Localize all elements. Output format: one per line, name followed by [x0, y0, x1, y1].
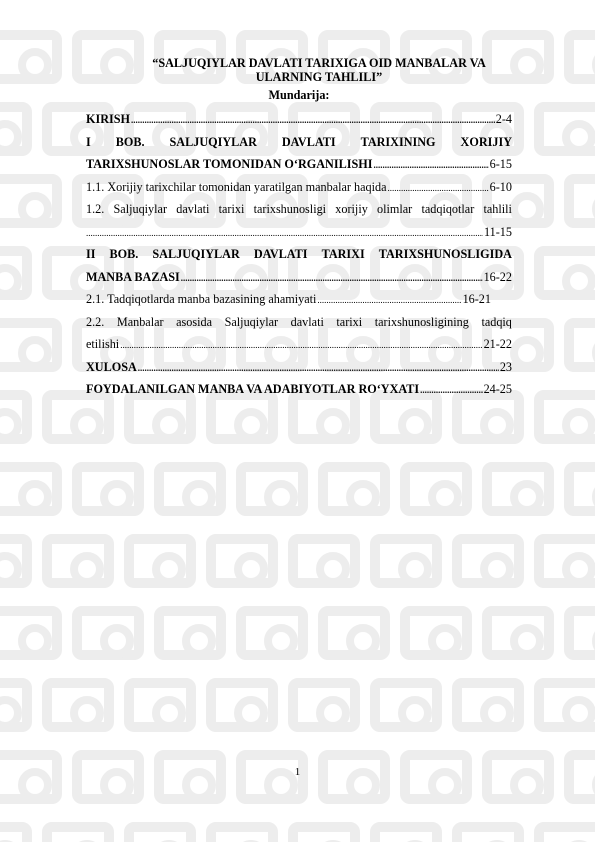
toc-page: 11-15 [484, 224, 512, 239]
toc-word: DAVLATI [253, 247, 308, 261]
toc-page: 23 [499, 359, 512, 374]
watermark-row [0, 678, 595, 732]
toc-page: 6-10 [489, 179, 512, 194]
toc-word: davlati [290, 314, 324, 329]
toc-label: 1.1. Xorijiy tarixchilar tomonidan yaratilgan manbalar haqida [86, 179, 387, 194]
document-page [86, 56, 512, 401]
watermark-tile [564, 30, 595, 84]
toc-page: 16-21 [462, 292, 491, 306]
toc-leader [420, 379, 482, 402]
toc-entry-1-2-line1[interactable] [86, 198, 512, 221]
watermark-tile [288, 678, 360, 732]
toc-label: etilishi [86, 337, 120, 351]
watermark-row [0, 462, 595, 516]
watermark-tile [72, 606, 144, 660]
toc-leader [388, 177, 489, 200]
toc-leader [120, 334, 482, 357]
toc-page: 24-25 [483, 382, 512, 396]
watermark-tile [0, 606, 62, 660]
watermark-tile [452, 678, 524, 732]
toc-word: BOB. [109, 247, 139, 261]
watermark-tile [206, 678, 278, 732]
watermark-tile [154, 606, 226, 660]
toc-label: 2.1. Tadqiqotlarda manba bazasining ahamiyati [86, 292, 317, 306]
toc-word: xorijiy [335, 202, 368, 216]
watermark-tile [452, 822, 524, 842]
table-of-contents [86, 108, 512, 401]
watermark-tile [370, 534, 442, 588]
toc-label: FOYDALANILGAN MANBA VA ADABIYOTLAR RO‘YXATI [86, 382, 420, 396]
watermark-tile [482, 462, 554, 516]
watermark-row [0, 606, 595, 660]
watermark-tile [318, 606, 390, 660]
watermark-tile [124, 822, 196, 842]
toc-entry-2-2-line1[interactable] [86, 311, 512, 334]
watermark-row [0, 822, 595, 842]
toc-label: KIRISH [86, 112, 131, 126]
watermark-tile [482, 606, 554, 660]
toc-word: asosida [176, 314, 213, 329]
toc-label: MANBA BAZASI [86, 269, 180, 284]
toc-word: DAVLATI [281, 134, 336, 149]
watermark-tile [400, 462, 472, 516]
watermark-tile [0, 246, 32, 300]
watermark-tile [0, 174, 62, 228]
watermark-tile [72, 462, 144, 516]
toc-word: TARIXSHUNOSLIGIDA [378, 247, 512, 261]
toc-word: olimlar [377, 202, 413, 216]
toc-word: TARIXI [321, 247, 365, 261]
toc-page: 16-22 [483, 269, 512, 284]
watermark-tile [206, 534, 278, 588]
watermark-tile [564, 318, 595, 372]
watermark-tile [318, 462, 390, 516]
watermark-tile [370, 822, 442, 842]
watermark-tile [452, 534, 524, 588]
toc-page: 2-4 [495, 112, 512, 126]
toc-word: Manbalar [116, 314, 164, 329]
toc-leader [131, 109, 495, 132]
toc-entry-kirish[interactable] [86, 108, 512, 131]
watermark-tile [400, 606, 472, 660]
watermark-tile [0, 462, 62, 516]
toc-word: 1.2. [86, 202, 105, 216]
watermark-tile [534, 390, 595, 444]
watermark-tile [534, 246, 595, 300]
toc-entry-chapter-2-line1[interactable] [86, 243, 512, 266]
watermark-tile [124, 678, 196, 732]
toc-leader [317, 289, 461, 312]
watermark-tile [564, 462, 595, 516]
toc-word: tarixshunosligi [253, 202, 327, 216]
toc-word: tadqiqotlar [421, 202, 475, 216]
watermark-tile [0, 390, 32, 444]
watermark-tile [534, 102, 595, 156]
toc-entry-xulosa[interactable] [86, 356, 512, 379]
watermark-tile [124, 534, 196, 588]
toc-word: SALJUQIYLAR [169, 134, 257, 149]
toc-page: 21-22 [483, 337, 512, 351]
toc-label: XULOSA [86, 359, 137, 374]
toc-word: Saljuqiylar [224, 314, 279, 329]
toc-word: tadqiq [481, 314, 512, 329]
page-number: 1 [294, 766, 301, 778]
toc-leader [373, 154, 488, 177]
toc-leader [138, 357, 499, 380]
toc-word: I [86, 134, 91, 149]
watermark-tile [534, 678, 595, 732]
watermark-tile [0, 30, 62, 84]
toc-word: Saljuqiylar [113, 202, 167, 216]
watermark-tile [370, 678, 442, 732]
watermark-tile [288, 822, 360, 842]
toc-word: BOB. [115, 134, 145, 149]
watermark-tile [0, 102, 32, 156]
watermark-tile [534, 822, 595, 842]
toc-leader [86, 222, 483, 245]
watermark-tile [564, 174, 595, 228]
toc-word: tahlili [483, 202, 512, 216]
toc-word: XORIJIY [460, 134, 512, 149]
watermark-tile [0, 534, 32, 588]
watermark-tile [42, 822, 114, 842]
watermark-tile [206, 822, 278, 842]
toc-entry-1-2-line2[interactable] [86, 221, 512, 244]
toc-label: TARIXSHUNOSLAR TOMONIDAN O‘RGANILISHI [86, 157, 373, 171]
watermark-tile [564, 606, 595, 660]
watermark-tile [534, 534, 595, 588]
watermark-tile [0, 822, 32, 842]
watermark-row [0, 534, 595, 588]
toc-entry-1-1[interactable] [86, 176, 512, 199]
toc-entry-2-2-line2[interactable] [86, 333, 512, 356]
toc-word: SALJUQIYLAR [152, 247, 240, 261]
toc-page: 6-15 [489, 157, 512, 171]
toc-word: tarixshunosligining [374, 314, 469, 329]
toc-word: davlati [176, 202, 210, 216]
watermark-tile [154, 462, 226, 516]
toc-entry-chapter-2-line2[interactable] [86, 266, 512, 289]
watermark-tile [42, 678, 114, 732]
toc-entry-2-1[interactable] [86, 288, 491, 311]
watermark-tile [288, 534, 360, 588]
toc-word: tarixi [218, 202, 245, 216]
watermark-tile [0, 678, 32, 732]
toc-word: TARIXINING [360, 134, 436, 149]
watermark-tile [0, 318, 62, 372]
document-title: “SALJUQIYLAR DAVLATI TARIXIGA OID MANBALAR VA ULARNING TAHLILI” [152, 56, 486, 84]
toc-entry-chapter-1-line2[interactable] [86, 153, 512, 176]
toc-word: tarixi [336, 314, 363, 329]
watermark-tile [42, 534, 114, 588]
watermark-tile [236, 462, 308, 516]
toc-entry-chapter-1-line1[interactable] [86, 131, 512, 154]
toc-leader [181, 267, 483, 290]
watermark-tile [236, 606, 308, 660]
contents-heading: Mundarija: [268, 88, 330, 102]
toc-word: II [86, 247, 96, 261]
toc-entry-references[interactable] [86, 378, 512, 401]
toc-word: 2.2. [86, 314, 105, 329]
